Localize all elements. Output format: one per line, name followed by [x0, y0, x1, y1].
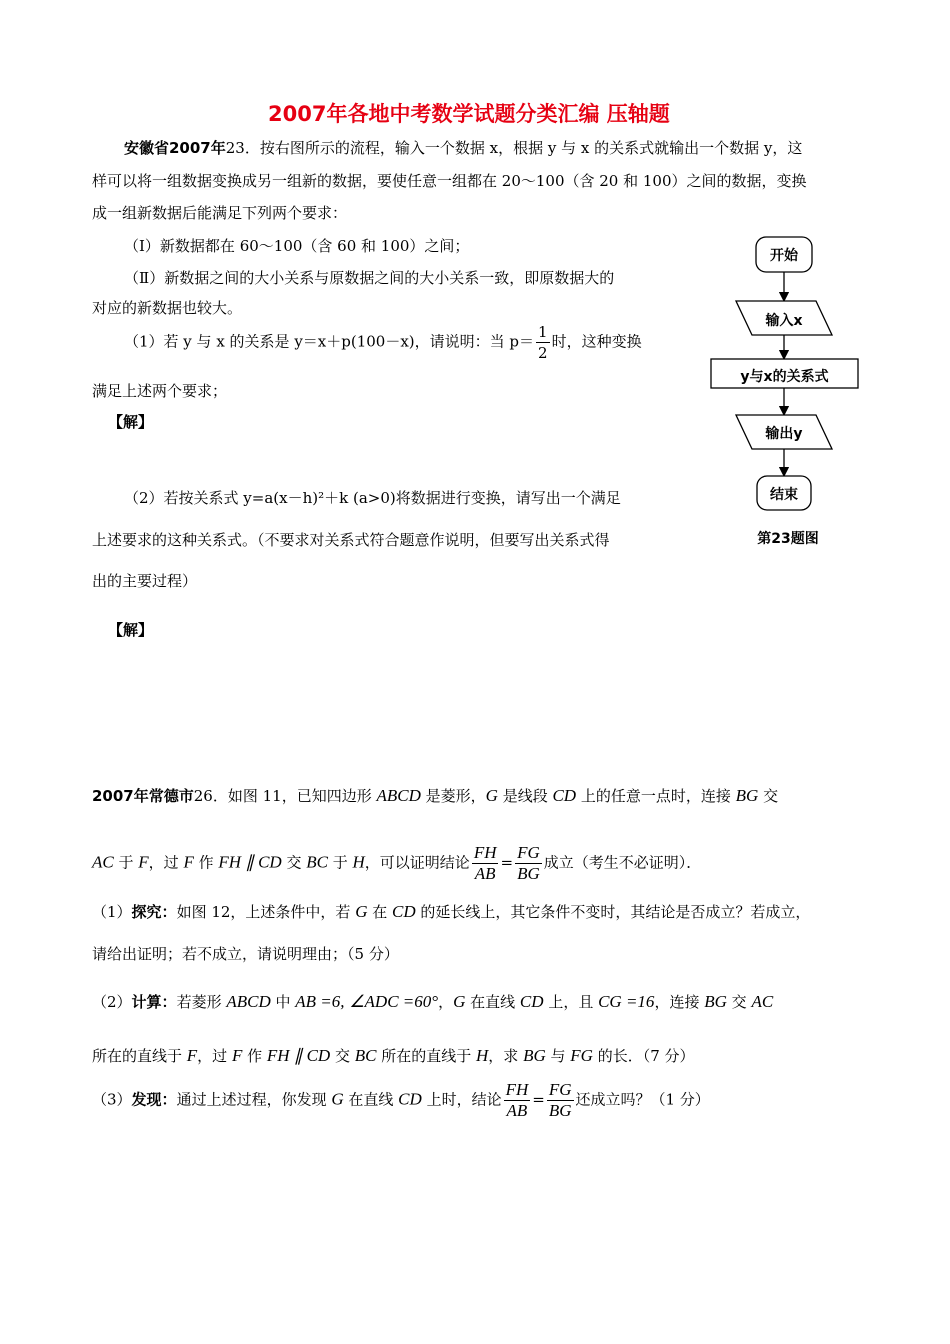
p26-source: 2007年常德市 [92, 787, 194, 805]
fraction-fg-bg-2: $\frac{FG}{BG}$ [548, 1080, 572, 1120]
p23-answer-label-2: 【解】 [108, 621, 154, 639]
p23-intro-line2: 样可以将一组数据变换成另一组新的数据，要使任意一组都在 20～100（含 20 和 100）之间的数据，变换 [92, 172, 807, 190]
p23-answer-label: 【解】 [108, 413, 154, 431]
fraction-fh-ab: $\frac{FH}{AB}$ [473, 843, 497, 883]
p23-question-2-line3: 出的主要过程） [92, 572, 198, 590]
p26-line2: AC 于 F，过 F 作 FH ∥ CD 交 BC 于 H，可以证明结论 $\frac{FH}{AB}$ = $\frac{FG}{BG}$ 成立（考生不必证明）． [92, 843, 702, 883]
flowchart-start-label: 开始 [770, 248, 798, 264]
p26-part2-line1: （2）计算：若菱形 ABCD 中 AB =6, ∠ADC =60°，G 在直线 CD 上，且 CG =16，连接 BG 交 AC [92, 992, 774, 1011]
flowchart-caption: 第23题图 [757, 531, 819, 547]
flowchart-end-label: 结束 [770, 487, 798, 503]
page-title: 2007年各地中考数学试题分类汇编 压轴题 [268, 102, 670, 126]
p26-part1-line1: （1）探究：如图 12，上述条件中，若 G 在 CD 的延长线上，其它条件不变时，其结论是否成立？若成立， [92, 902, 811, 921]
p23-requirement-1: （Ⅰ）新数据都在 60～100（含 60 和 100）之间； [124, 237, 470, 255]
p23-requirement-2-line1: （Ⅱ）新数据之间的大小关系与原数据之间的大小关系一致，即原数据大的 [124, 269, 615, 287]
p26-line1: 2007年常德市26．如图 11，已知四边形 ABCD 是菱形，G 是线段 CD 上的任意一点时，连接 BG 交 [92, 786, 779, 805]
flowchart-output-label: 输出y [765, 426, 803, 442]
fraction-one-half: $\frac{1}{2}$ [538, 323, 548, 362]
fraction-fg-bg: $\frac{FG}{BG}$ [517, 843, 540, 883]
p23-source: 安徽省2007年 [124, 139, 226, 157]
fraction-fh-ab-2: $\frac{FH}{AB}$ [505, 1080, 529, 1120]
p26-part3: （3）发现：通过上述过程，你发现 G 在直线 CD 上时，结论 $\frac{FH}{AB}$ = $\frac{FG}{BG}$ 还成立吗？（1 分） [92, 1080, 710, 1120]
p23-intro-line1: 安徽省2007年23．按右图所示的流程，输入一个数据 x，根据 y 与 x 的关系式就输出一个数据 y，这 [124, 139, 803, 157]
p23-question-1-line2: 满足上述两个要求； [92, 382, 228, 400]
p23-intro-line3: 成一组新数据后能满足下列两个要求： [92, 204, 348, 222]
p26-part1-line2: 请给出证明；若不成立，请说明理由；（5 分） [92, 945, 399, 963]
flowchart-relation-label: y与x的关系式 [740, 369, 829, 385]
p23-question-1: （1）若 y 与 x 的关系是 y＝x＋p(100－x)，请说明：当 p＝ $\frac{1}{2}$ 时，这种变换 [124, 323, 642, 362]
flowchart-input-label: 输入x [765, 313, 803, 329]
p26-part2-line2: 所在的直线于 F，过 F 作 FH ∥ CD 交 BC 所在的直线于 H，求 BG 与 FG 的长．（7 分） [92, 1046, 695, 1065]
p23-question-2-line1: （2）若按关系式 y=a(x－h)²＋k (a>0)将数据进行变换，请写出一个满足 [124, 489, 621, 507]
p23-question-2-line2: 上述要求的这种关系式。（不要求对关系式符合题意作说明，但要写出关系式得 [92, 531, 610, 549]
p23-requirement-2-line2: 对应的新数据也较大。 [92, 299, 243, 317]
